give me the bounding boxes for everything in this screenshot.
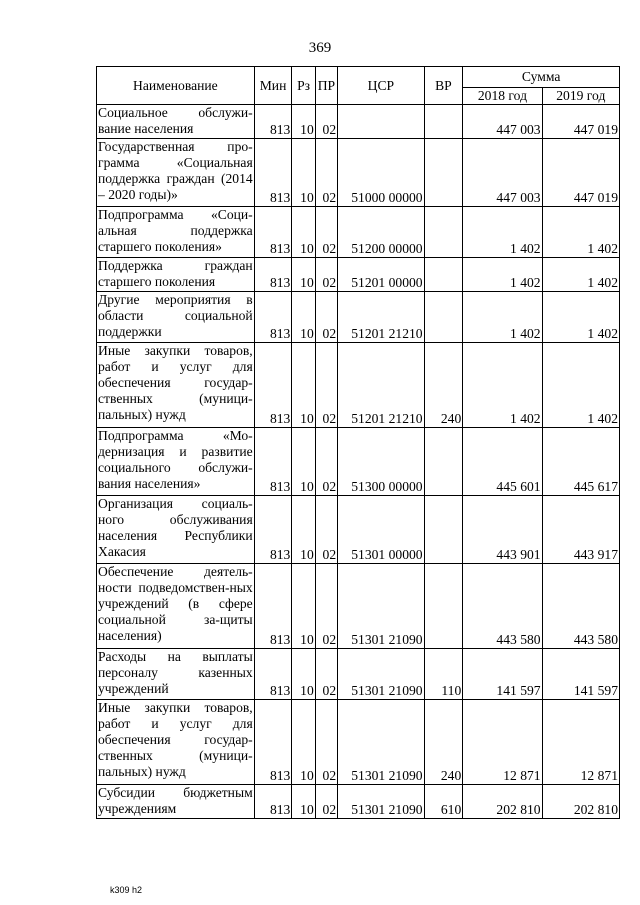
row-name: Субсидии бюджетным учреждениям (97, 785, 255, 819)
row-rz: 10 (292, 139, 315, 207)
row-name: Подпрограмма «Мо-дернизация и развитие социального обслужи-вания населения» (97, 428, 255, 496)
table-row (97, 785, 620, 819)
row-rz: 10 (292, 258, 315, 292)
row-2019: 141 597 (542, 649, 619, 700)
row-pr: 02 (315, 139, 337, 207)
row-vr (424, 139, 463, 207)
row-pr: 02 (315, 428, 337, 496)
table-body (97, 105, 620, 819)
row-csr: 51000 00000 (338, 139, 424, 207)
row-vr (424, 105, 463, 139)
header-vr: ВР (424, 67, 463, 105)
row-min: 813 (254, 139, 292, 207)
row-min: 813 (254, 258, 292, 292)
row-rz: 10 (292, 564, 315, 649)
row-rz: 10 (292, 428, 315, 496)
row-name: Иные закупки товаров, работ и услуг для обеспечения государ-ственных (муници-пальных) нужд (97, 343, 255, 428)
row-pr: 02 (315, 564, 337, 649)
footer-code: k309 h2 (110, 885, 143, 895)
row-min: 813 (254, 207, 292, 258)
table-row (97, 700, 620, 785)
row-min: 813 (254, 785, 292, 819)
row-vr: 240 (424, 343, 463, 428)
row-2018: 1 402 (463, 292, 542, 343)
row-csr: 51201 21210 (338, 343, 424, 428)
row-vr (424, 428, 463, 496)
row-2019: 447 019 (542, 139, 619, 207)
row-pr: 02 (315, 700, 337, 785)
row-name: Подпрограмма «Соци-альная поддержка старшего поколения» (97, 207, 255, 258)
table-row (97, 649, 620, 700)
row-2019: 1 402 (542, 258, 619, 292)
row-2018: 141 597 (463, 649, 542, 700)
row-2018: 1 402 (463, 207, 542, 258)
row-csr: 51301 21090 (338, 700, 424, 785)
row-2018: 443 901 (463, 496, 542, 564)
table-row (97, 564, 620, 649)
row-rz: 10 (292, 649, 315, 700)
row-vr: 610 (424, 785, 463, 819)
header-csr: ЦСР (338, 67, 424, 105)
row-csr: 51301 00000 (338, 496, 424, 564)
row-csr: 51200 00000 (338, 207, 424, 258)
row-min: 813 (254, 649, 292, 700)
table-row (97, 207, 620, 258)
table-row (97, 496, 620, 564)
row-csr: 51301 21090 (338, 785, 424, 819)
row-rz: 10 (292, 785, 315, 819)
header-2019: 2019 год (542, 88, 619, 105)
row-pr: 02 (315, 207, 337, 258)
row-2018: 447 003 (463, 105, 542, 139)
row-2019: 202 810 (542, 785, 619, 819)
row-vr: 110 (424, 649, 463, 700)
row-2018: 445 601 (463, 428, 542, 496)
row-2019: 12 871 (542, 700, 619, 785)
row-2019: 443 917 (542, 496, 619, 564)
header-rz: Рз (292, 67, 315, 105)
table-row (97, 258, 620, 292)
row-2019: 1 402 (542, 207, 619, 258)
row-csr: 51201 21210 (338, 292, 424, 343)
table-row (97, 428, 620, 496)
header-pr: ПР (315, 67, 337, 105)
table-row (97, 105, 620, 139)
row-rz: 10 (292, 105, 315, 139)
row-pr: 02 (315, 292, 337, 343)
row-2019: 1 402 (542, 292, 619, 343)
row-csr: 51300 00000 (338, 428, 424, 496)
row-pr: 02 (315, 496, 337, 564)
row-2019: 447 019 (542, 105, 619, 139)
header-sum: Сумма (463, 67, 620, 88)
row-pr: 02 (315, 258, 337, 292)
row-csr: 51201 00000 (338, 258, 424, 292)
page-number: 369 (308, 40, 332, 56)
row-pr: 02 (315, 785, 337, 819)
row-csr: 51301 21090 (338, 649, 424, 700)
row-min: 813 (254, 428, 292, 496)
row-rz: 10 (292, 496, 315, 564)
row-min: 813 (254, 105, 292, 139)
row-min: 813 (254, 700, 292, 785)
row-2019: 445 617 (542, 428, 619, 496)
row-rz: 10 (292, 207, 315, 258)
header-name: Наименование (97, 67, 255, 105)
row-2018: 447 003 (463, 139, 542, 207)
row-min: 813 (254, 496, 292, 564)
row-name: Другие мероприятия в области социальной поддержки (97, 292, 255, 343)
row-vr (424, 292, 463, 343)
row-vr (424, 564, 463, 649)
row-pr: 02 (315, 649, 337, 700)
header-row (97, 67, 620, 88)
row-name: Поддержка граждан старшего поколения (97, 258, 255, 292)
table-row (97, 343, 620, 428)
row-2018: 1 402 (463, 343, 542, 428)
row-2019: 1 402 (542, 343, 619, 428)
row-min: 813 (254, 343, 292, 428)
row-2018: 443 580 (463, 564, 542, 649)
row-name: Обеспечение деятель-ности подведомствен-ных учреждений (в сфере социальной за-щиты населения) (97, 564, 255, 649)
row-name: Социальное обслужи-вание населения (97, 105, 255, 139)
row-rz: 10 (292, 292, 315, 343)
row-csr (338, 105, 424, 139)
row-2018: 1 402 (463, 258, 542, 292)
row-name: Организация социаль-ного обслуживания населения Республики Хакасия (97, 496, 255, 564)
row-pr: 02 (315, 343, 337, 428)
row-csr: 51301 21090 (338, 564, 424, 649)
row-rz: 10 (292, 343, 315, 428)
row-name: Иные закупки товаров, работ и услуг для обеспечения государ-ственных (муници-пальных) нужд (97, 700, 255, 785)
row-min: 813 (254, 564, 292, 649)
row-name: Государственная про-грамма «Социальная поддержка граждан (2014 – 2020 годы)» (97, 139, 255, 207)
row-pr: 02 (315, 105, 337, 139)
table-row (97, 292, 620, 343)
row-2019: 443 580 (542, 564, 619, 649)
row-min: 813 (254, 292, 292, 343)
table-row (97, 139, 620, 207)
header-min: Мин (254, 67, 292, 105)
header-2018: 2018 год (463, 88, 542, 105)
row-vr (424, 258, 463, 292)
row-vr: 240 (424, 700, 463, 785)
row-2018: 202 810 (463, 785, 542, 819)
row-vr (424, 207, 463, 258)
row-vr (424, 496, 463, 564)
row-name: Расходы на выплаты персоналу казенных учреждений (97, 649, 255, 700)
row-rz: 10 (292, 700, 315, 785)
row-2018: 12 871 (463, 700, 542, 785)
budget-table (96, 66, 620, 819)
